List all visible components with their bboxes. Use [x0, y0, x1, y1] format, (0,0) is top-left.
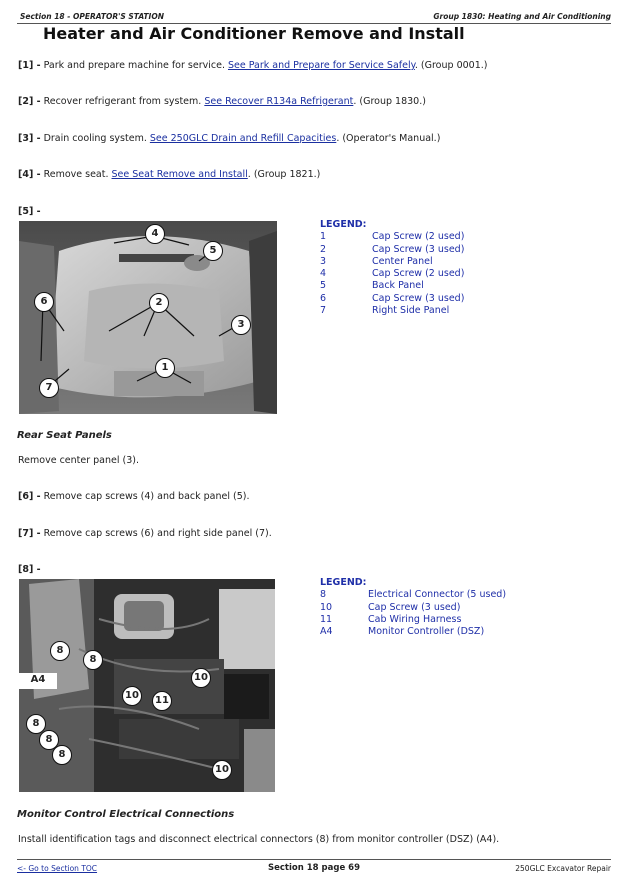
callout-10: 10 — [122, 686, 142, 706]
step-2: [2] - Recover refrigerant from system. See Recover R134a Refrigerant. (Group 1830.) — [18, 96, 426, 107]
legend-title: LEGEND: — [320, 219, 367, 230]
figure-caption-2: Monitor Control Electrical Connections — [17, 809, 235, 820]
callout-8: 8 — [26, 714, 46, 734]
callout-10: 10 — [191, 668, 211, 688]
callout-8: 8 — [39, 730, 59, 750]
rear-seat-panels-photo — [19, 221, 277, 414]
legend-item: 5 Back Panel — [320, 280, 424, 292]
legend-item: 8 Electrical Connector (5 used) — [320, 589, 507, 601]
instruction-text-1: Remove center panel (3). — [18, 455, 140, 466]
monitor-control-connections-photo — [19, 579, 275, 792]
legend-item: 4 Cap Screw (2 used) — [320, 268, 465, 280]
callout-4: 4 — [145, 224, 165, 244]
model-label: 250GLC Excavator Repair — [515, 864, 611, 873]
link-recover-refrigerant[interactable]: See Recover R134a Refrigerant — [204, 96, 354, 107]
step-3: [3] - Drain cooling system. See 250GLC Drain and Refill Capacities. (Operator's Manual.) — [18, 133, 441, 144]
callout-11: 11 — [152, 691, 172, 711]
callout-6: 6 — [34, 292, 54, 312]
legend-1 — [320, 219, 464, 317]
step-1: [1] - Park and prepare machine for service. See Park and Prepare for Service Safely. (Group 0001.) — [18, 60, 488, 71]
callout-3: 3 — [231, 315, 251, 335]
page-header — [17, 9, 611, 24]
step-4: [4] - Remove seat. See Seat Remove and Install. (Group 1821.) — [18, 169, 321, 180]
page-title: Heater and Air Conditioner Remove and Install — [43, 24, 465, 43]
legend-item: 2 Cap Screw (3 used) — [320, 243, 465, 255]
legend-item: 6 Cap Screw (3 used) — [320, 292, 465, 304]
group-label: Group 1830: Heating and Air Conditioning — [433, 12, 611, 21]
link-park-prepare[interactable]: See Park and Prepare for Service Safely — [228, 60, 415, 71]
legend-item: A4 Monitor Controller (DSZ) — [320, 626, 485, 638]
page-number: Section 18 page 69 — [268, 863, 360, 873]
legend-item: 7 Right Side Panel — [320, 305, 450, 317]
legend-item: 10 Cap Screw (3 used) — [320, 601, 461, 613]
instruction-text-2: Install identification tags and disconnect electrical connectors (8) from monitor controller (DSZ) (A4). — [18, 834, 500, 845]
callout-8: 8 — [50, 641, 70, 661]
step-6: [6] - Remove cap screws (4) and back panel (5). — [18, 491, 250, 502]
callout-8: 8 — [83, 650, 103, 670]
callout-2: 2 — [149, 293, 169, 313]
figure-caption-1: Rear Seat Panels — [17, 430, 112, 441]
callout-10: 10 — [212, 760, 232, 780]
callout-8: 8 — [52, 745, 72, 765]
callout-7: 7 — [39, 378, 59, 398]
step-7: [7] - Remove cap screws (6) and right side panel (7). — [18, 528, 272, 539]
link-drain-refill[interactable]: See 250GLC Drain and Refill Capacities — [149, 133, 337, 144]
legend-item: 11 Cab Wiring Harness — [320, 613, 462, 625]
callout-5: 5 — [203, 241, 223, 261]
step-5: [5] - — [18, 206, 41, 217]
legend-2 — [320, 577, 506, 638]
section-label: Section 18 - OPERATOR'S STATION — [20, 12, 164, 21]
step-8: [8] - — [18, 564, 41, 575]
legend-item: 1 Cap Screw (2 used) — [320, 231, 465, 243]
component-tag-a4: A4 — [30, 674, 46, 685]
callout-1: 1 — [155, 358, 175, 378]
link-seat-remove[interactable]: See Seat Remove and Install — [111, 169, 248, 180]
page-footer — [17, 859, 611, 873]
go-to-toc-link[interactable]: <- Go to Section TOC — [17, 864, 98, 873]
legend-item: 3 Center Panel — [320, 255, 433, 267]
legend-title: LEGEND: — [320, 577, 367, 588]
